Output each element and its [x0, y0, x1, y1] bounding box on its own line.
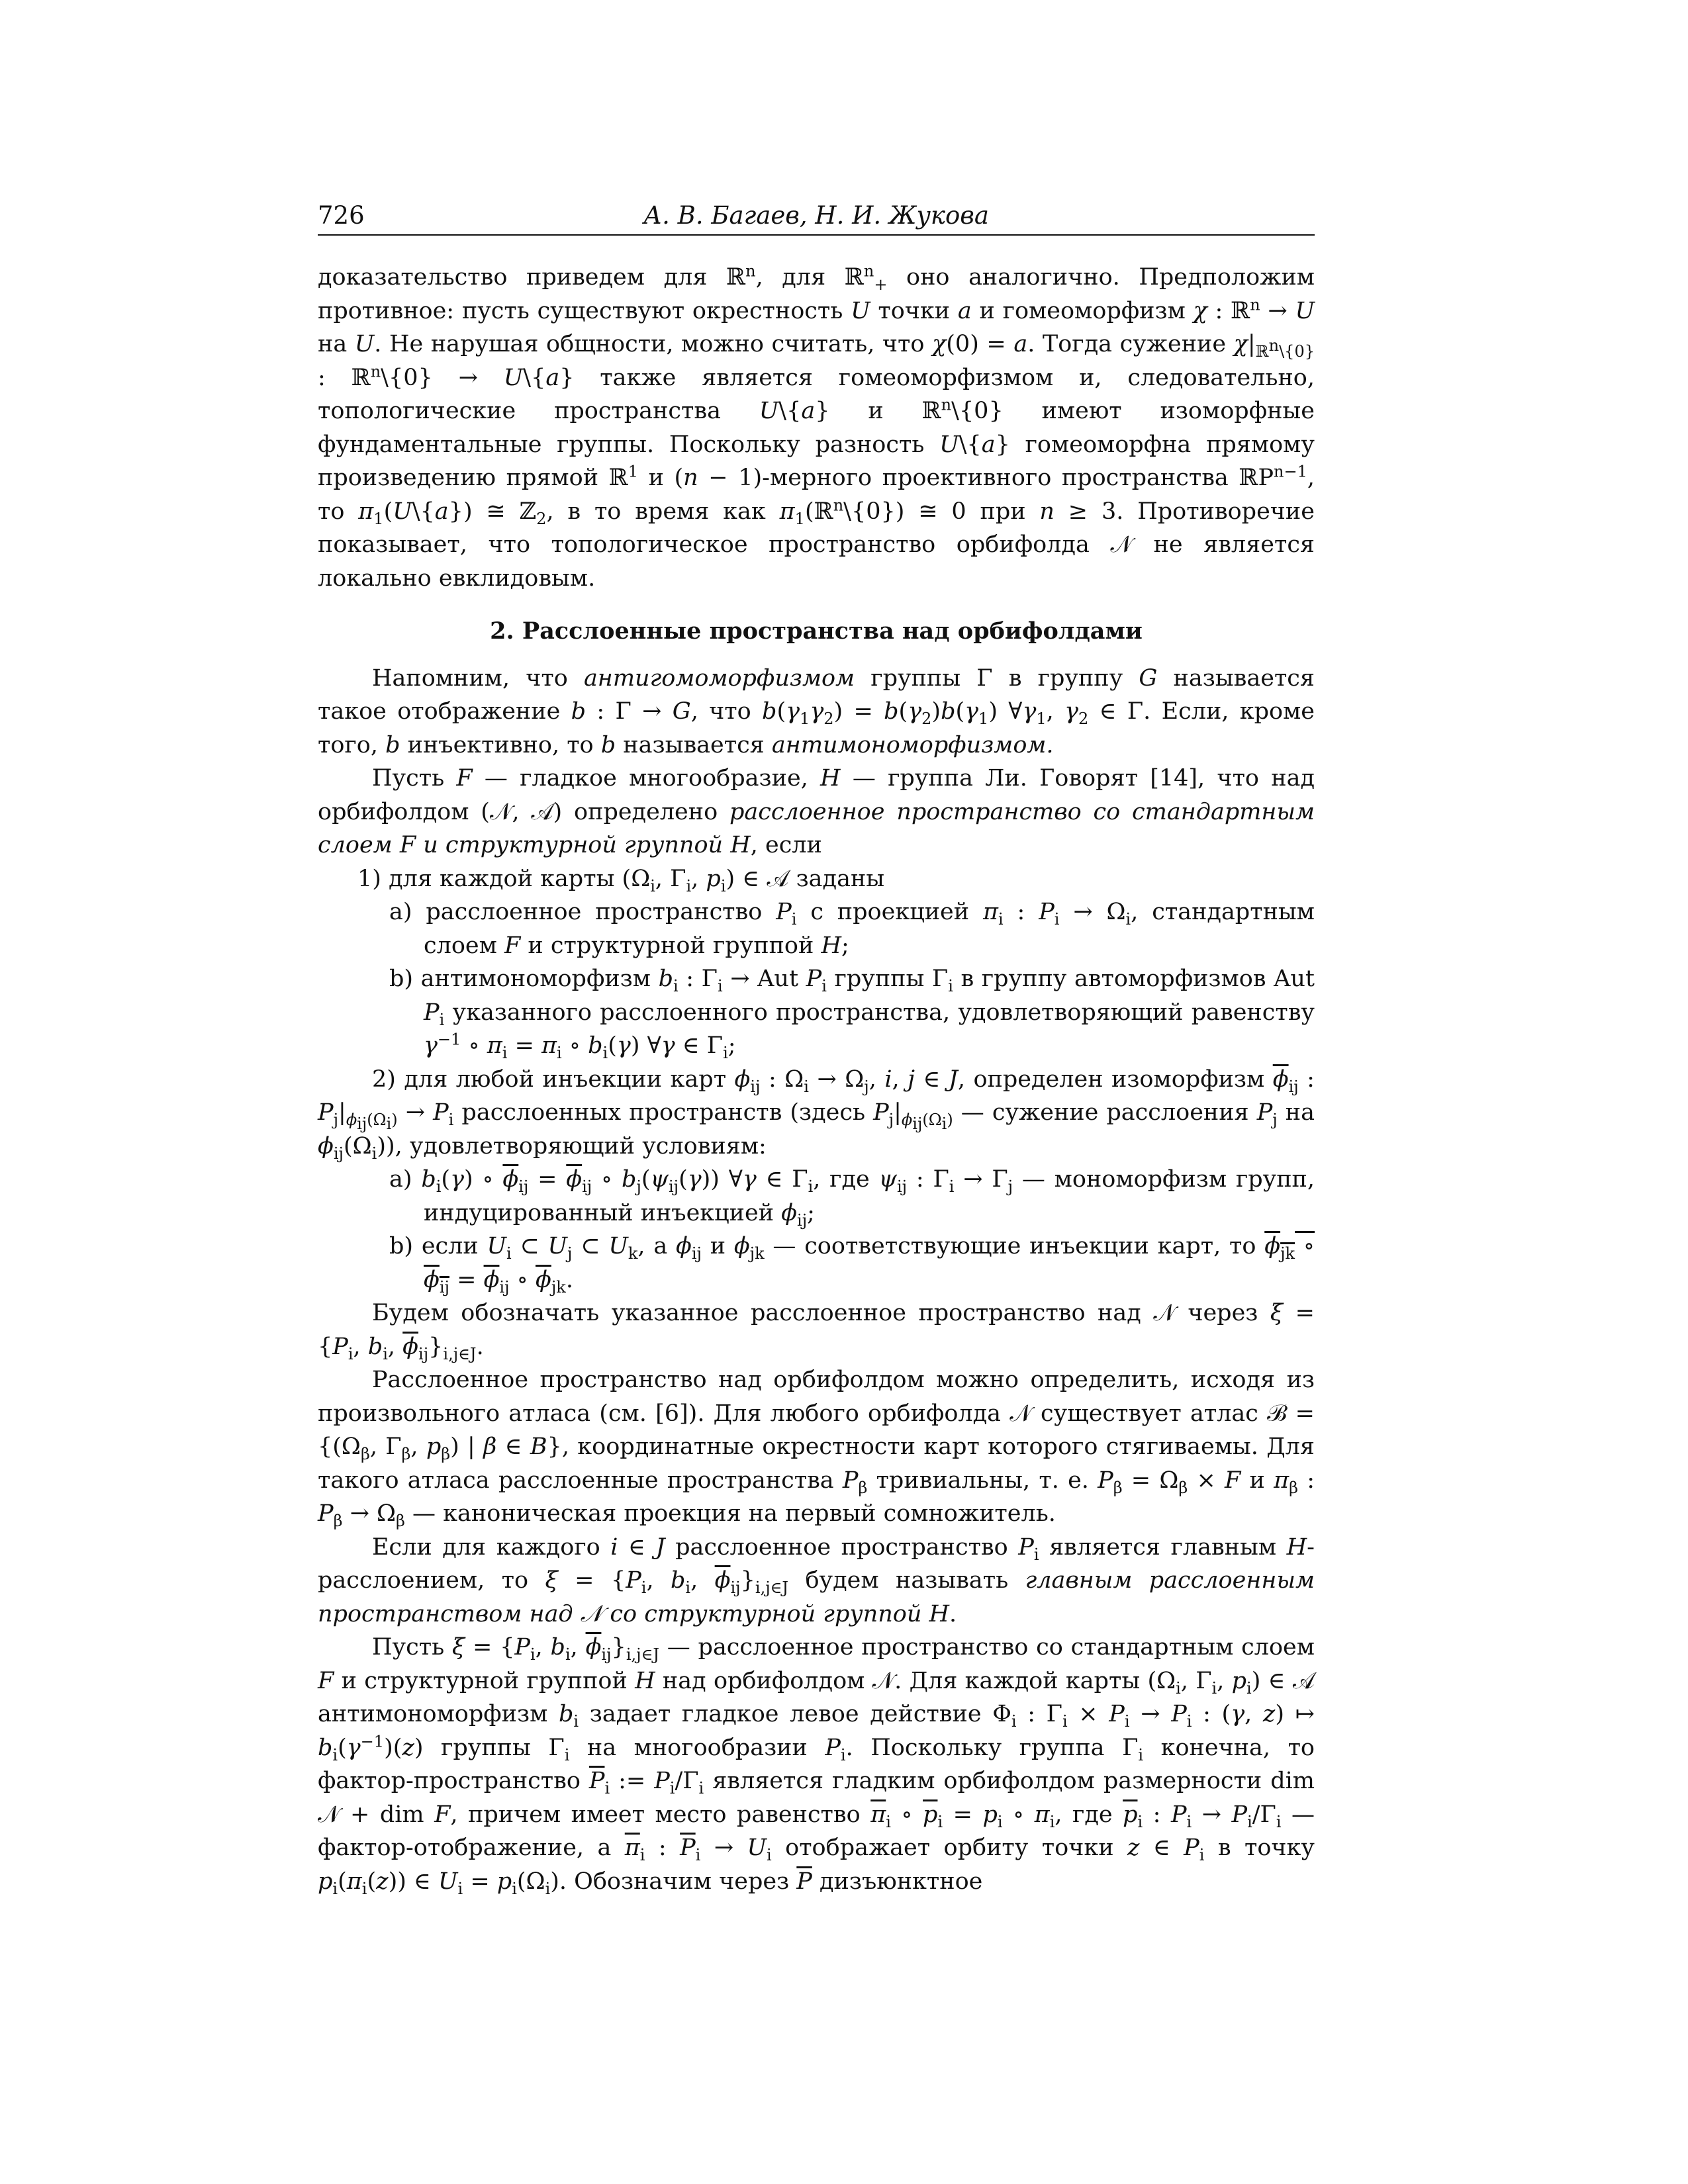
- list-label: a): [389, 1166, 412, 1193]
- list-label: b): [389, 966, 414, 992]
- paragraph: Расслоенное пространство над орбифолдом можно определить, исходя из произвольного атласа (см. [6]). Для любого орбифолда 𝒩 существует атлас ℬ = {($\Omega_\beta$, $\Gamma_\beta$, $p_\beta$) | β ∈ B}, координатные окрестности карт которого стягиваемы. Для такого атласа расслоенные пространства $P_\beta$ тривиальны, т. е. $P_\beta = \Omega_\beta \times F$ и $\pi_\beta$ : $P_\beta \to \Omega_\beta$ — каноническая проекция на первый сомножитель.: [318, 1367, 1315, 1530]
- paragraph: доказательство приведем для ℝ$^n$, для ℝ$^n_+$ оно аналогично. Предположим противное: пусть существуют окрестность U точки a и гомеоморфизм χ : ℝ$^n$ → U на U. Не нарушая общности, можно считать, что χ(0) = a. Тогда сужение $\chi|_{ℝ^n\backslash\{0\}}$ : ℝ$^n$\{0} → U\{a} также является гомеоморфизмом и, следовательно, топологические пространства U\{a} и ℝ$^n$\{0} имеют изоморфные фундаментальные группы. Поскольку разность U\{a} гомеоморфна прямому произведению прямой ℝ$^1$ и (n − 1)-мерного проективного пространства ℝP$^{n-1}$, то $\pi_1(U\backslash\{a\})$ ≅ ℤ$_2$, в то время как $\pi_1(ℝ^n\backslash\{0\})$ ≅ 0 при n ≥ 3. Противоречие показывает, что топологическое пространство орбифолда 𝒩 не является локально евклидовым.: [318, 261, 1315, 592]
- paragraph: Пусть $\xi = \{P_i$, $b_i$, $\overline{\phi}_{ij}\}_{i,j\in J}$ — расслоенное пространство со стандартным слоем F и структурной группой H над орбифолдом 𝒩. Для каждой карты ($\Omega_i$, $\Gamma_i$, $p_i$) ∈ 𝒜 антимономорфизм $b_i$ задает гладкое левое действие $\Phi_i$ : $\Gamma_i \times P_i \to P_i$ : (γ, z) ↦ $b_i(\gamma^{-1})(z)$ группы $\Gamma_i$ на многообразии $P_i$. Поскольку группа $\Gamma_i$ конечна, то фактор-пространство $\overline{P}_i$ := $P_i/\Gamma_i$ является гладким орбифолдом размерности dim 𝒩 + dim F, причем имеет место равенство $\overline{\pi}_i$ ∘ $\overline{p}_i = p_i$ ∘ $\pi_i$, где $\overline{p}_i$ : $P_i \to P_i/\Gamma_i$ — фактор-отображение, а $\overline{\pi}_i$ : $\overline{P}_i \to U_i$ отображает орбиту точки z ∈ $P_i$ в точку $p_i(\pi_i(z))$ ∈ $U_i = p_i(\Omega_i)$. Обозначим через $\overline{P}$ дизъюнктное: [318, 1634, 1315, 1898]
- running-header: [318, 196, 1315, 236]
- list-label: b): [389, 1233, 414, 1259]
- header-rule: [318, 234, 1315, 236]
- list-item: b) если $U_i$ ⊂ $U_j$ ⊂ $U_k$, а $\phi_{ij}$ и $\phi_{jk}$ — соответствующие инъекции карт, то $\phi_{jk}$ ∘ $\phi_{ij} = \overline{\phi}_{ij}$ ∘ $\overline{\phi}_{jk}$.: [389, 1233, 1315, 1297]
- running-authors: А. В. Багаев, Н. И. Жукова: [643, 201, 989, 230]
- page-body: [318, 261, 1315, 1898]
- term-antihomomorphism: антигомоморфизмом: [583, 664, 855, 692]
- paragraph: 2) для любой инъекции карт $\phi_{ij}$ : $\Omega_i \to \Omega_j$, i, j ∈ J, определен изоморфизм $\overline{\phi}_{ij}$ : $P_j|_{\phi_{ij}(\Omega_i)} \to P_i$ расслоенных пространств (здесь $P_j|_{\phi_{ij}(\Omega_i)}$ — сужение расслоения $P_j$ на $\phi_{ij}(\Omega_i)$), удовлетворяющий условиям:: [318, 1066, 1315, 1163]
- list-item: 1) для каждой карты ($\Omega_i$, $\Gamma_i$, $p_i$) ∈ 𝒜 заданы: [357, 865, 885, 895]
- page-number: 726: [318, 201, 365, 230]
- page: [318, 196, 1315, 1898]
- term-fiber-space: расслоенное пространство со стандартным слоем F и структурной группой H: [318, 798, 1315, 858]
- list-item: b) антимономорфизм $b_i$ : $\Gamma_i$ → Aut $P_i$ группы $\Gamma_i$ в группу автоморфизмов Aut $P_i$ указанного расслоенного пространства, удовлетворяющий равенству $\gamma^{-1}$ ∘ $\pi_i = \pi_i$ ∘ $b_i(\gamma)$ ∀γ ∈ $\Gamma_i$;: [389, 966, 1315, 1062]
- paragraph: Напомним, что антигомоморфизмом группы Γ в группу G называется такое отображение b : Γ → G, что $b(\gamma_1\gamma_2) = b(\gamma_2)b(\gamma_1)$ $\forall\gamma_1$, $\gamma_2$ ∈ Γ. Если, кроме того, b инъективно, то b называется антимономорфизмом.: [318, 664, 1315, 758]
- list-item: a) $b_i(\gamma)$ ∘ $\overline{\phi}_{ij} = \overline{\phi}_{ij}$ ∘ $b_j(\psi_{ij}(\gamma))$ ∀γ ∈ $\Gamma_i$, где $\psi_{ij}$ : $\Gamma_i \to \Gamma_j$ — мономорфизм групп, индуцированный инъекцией $\phi_{ij}$;: [389, 1166, 1315, 1230]
- section-heading: 2. Расслоенные пространства над орбифолдами: [490, 617, 1143, 645]
- term-antimonomorphism: антимономорфизмом.: [771, 731, 1054, 758]
- paragraph: Если для каждого i ∈ J расслоенное пространство $P_i$ является главным H-расслоением, то $\xi = \{P_i$, $b_i$, $\overline{\phi}_{ij}\}_{i,j\in J}$ будем называть главным расслоенным пространством над 𝒩 со структурной группой H.: [318, 1533, 1315, 1627]
- term-principal: главным расслоенным пространством над 𝒩 со структурной группой H: [318, 1567, 1315, 1627]
- paragraph: Будем обозначать указанное расслоенное пространство над 𝒩 через $\xi = \{P_i$, $b_i$, $\overline{\phi}_{ij}\}_{i,j\in J}$.: [318, 1300, 1315, 1363]
- list-label: 1): [357, 865, 381, 892]
- list-item: a) расслоенное пространство $P_i$ с проекцией $\pi_i$ : $P_i \to \Omega_i$, стандартным слоем F и структурной группой H;: [389, 899, 1315, 959]
- list-label: 2): [372, 1066, 396, 1093]
- paragraph: Пусть F — гладкое многообразие, H — группа Ли. Говорят [14], что над орбифолдом (𝒩, 𝒜) определено расслоенное пространство со стандартным слоем F и структурной группой H, если: [318, 765, 1315, 858]
- list-label: a): [389, 899, 412, 925]
